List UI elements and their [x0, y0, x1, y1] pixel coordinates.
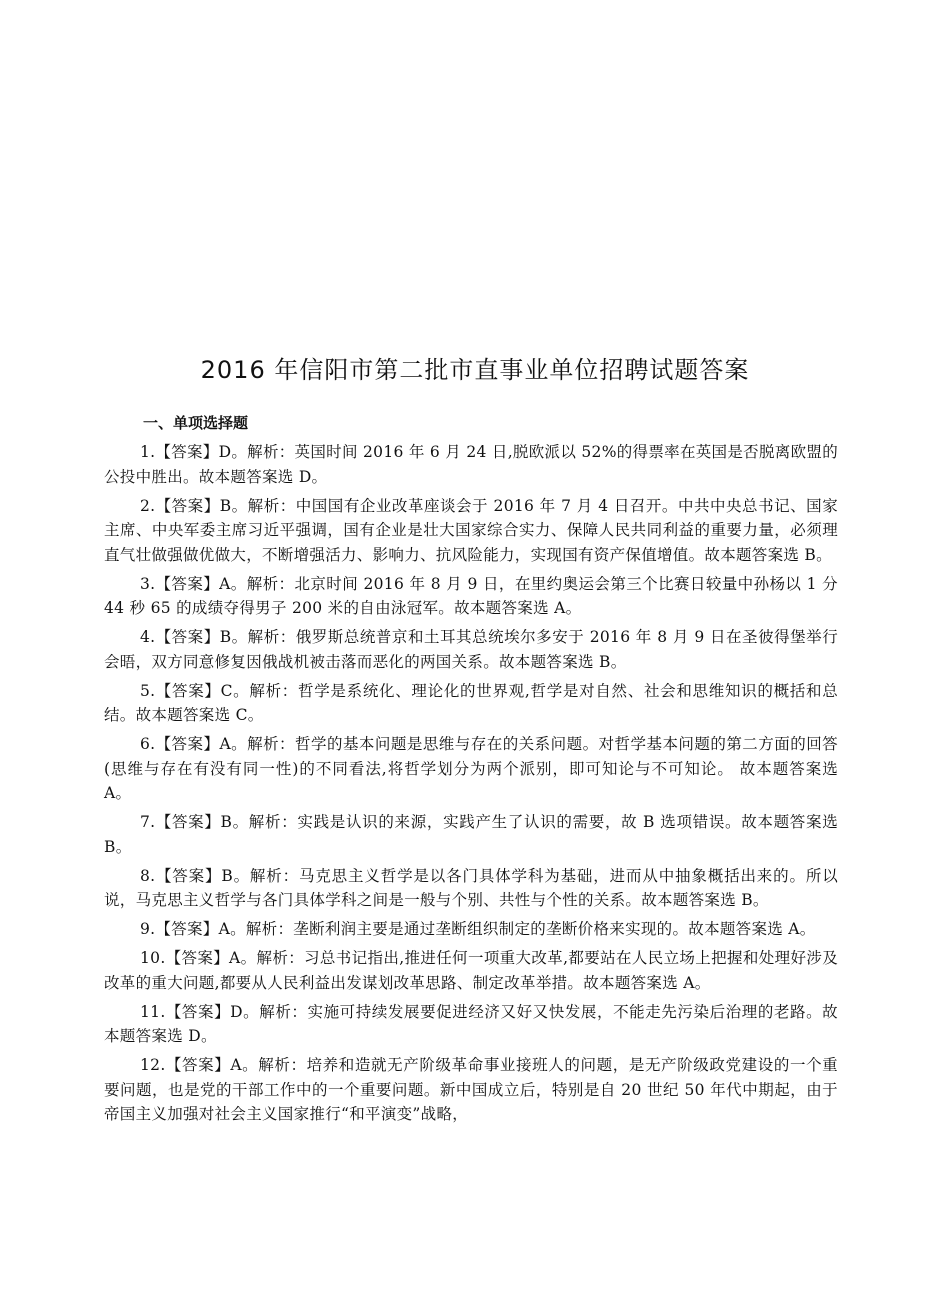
answer-list [104, 440, 838, 1131]
section-heading: 一、单项选择题 [143, 414, 249, 432]
answer-item: 6.【答案】A。解析：哲学的基本问题是思维与存在的关系问题。对哲学基本问题的第二方面的回答(思维与存在有没有同一性)的不同看法,将哲学划分为两个派别，即可知论与不可知论。 故本题答案选 A。 [104, 735, 838, 802]
document-title: 2016 年信阳市第二批市直事业单位招聘试题答案 [200, 356, 750, 384]
answer-item: 7.【答案】B。解析：实践是认识的来源，实践产生了认识的需要，故 B 选项错误。故本题答案选 B。 [104, 813, 838, 856]
answer-item: 10.【答案】A。解析：习总书记指出,推进任何一项重大改革,都要站在人民立场上把握和处理好涉及改革的重大问题,都要从人民利益出发谋划改革思路、制定改革举措。故本题答案选 A。 [104, 949, 838, 992]
answer-item: 9.【答案】A。解析：垄断利润主要是通过垄断组织制定的垄断价格来实现的。故本题答案选 A。 [140, 920, 816, 938]
answer-item: 4.【答案】B。解析：俄罗斯总统普京和土耳其总统埃尔多安于 2016 年 8 月 9 日在圣彼得堡举行会晤，双方同意修复因俄战机被击落而恶化的两国关系。故本题答案选 B。 [104, 628, 838, 671]
answer-item: 2.【答案】B。解析：中国国有企业改革座谈会于 2016 年 7 月 4 日召开。中共中央总书记、国家主席、中央军委主席习近平强调，国有企业是壮大国家综合实力、保障人民共同利益的重要力量，必须理直气壮做强做优做大，不断增强活力、影响力、抗风险能力，实现国有资产保值增值。故本题答案选 B。 [104, 496, 838, 564]
answer-item: 3.【答案】A。解析：北京时间 2016 年 8 月 9 日，在里约奥运会第三个比赛日较量中孙杨以 1 分 44 秒 65 的成绩夺得男子 200 米的自由泳冠军。故本题答案选 A。 [104, 574, 838, 617]
answer-item: 11.【答案】D。解析：实施可持续发展要促进经济又好又快发展，不能走先污染后治理的老路。故本题答案选 D。 [104, 1002, 838, 1045]
answer-item: 1.【答案】D。解析：英国时间 2016 年 6 月 24 日,脱欧派以 52%的得票率在英国是否脱离欧盟的公投中胜出。故本题答案选 D。 [104, 443, 838, 486]
answer-item: 5.【答案】C。解析：哲学是系统化、理论化的世界观,哲学是对自然、社会和思维知识的概括和总结。故本题答案选 C。 [104, 681, 838, 724]
answer-item: 12.【答案】A。解析：培养和造就无产阶级革命事业接班人的问题，是无产阶级政党建设的一个重要问题，也是党的干部工作中的一个重要问题。新中国成立后，特别是自 20 世纪 50 年代中期起，由于帝国主义加强对社会主义国家推行“和平演变”战略， [104, 1056, 838, 1123]
answer-item: 8.【答案】B。解析：马克思主义哲学是以各门具体学科为基础，进而从中抽象概括出来的。所以说，马克思主义哲学与各门具体学科之间是一般与个别、共性与个性的关系。故本题答案选 B。 [104, 866, 838, 909]
